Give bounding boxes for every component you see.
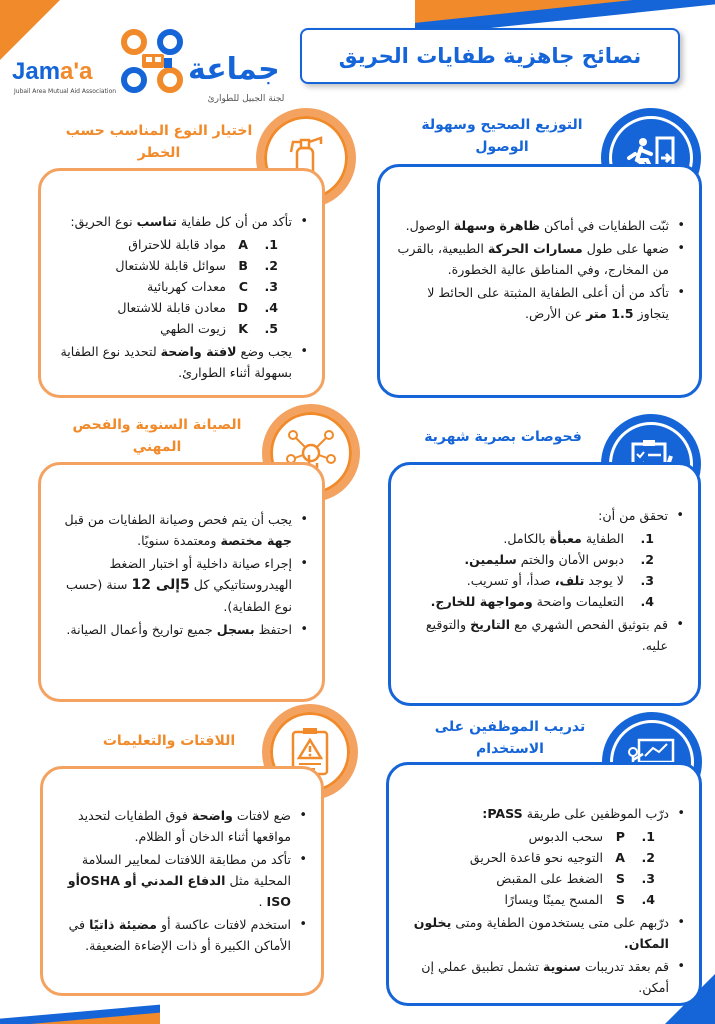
training-card [386, 762, 702, 1006]
signage-bullet-1: • ضع لافتات واضحة فوق الطفايات لتحديد مواقعها أثناء الدخان أو الظلام. [55, 805, 307, 847]
training-title: تدريب الموظفين على الاستخدام [434, 719, 586, 757]
corner-decoration-top-right [415, 0, 715, 28]
signage-card [40, 766, 324, 996]
pass-step-item: 4. S المسح يمينًا ويسارًا [504, 892, 655, 907]
fire-class-item: 2. B سوائل قابلة للاشتعال [115, 258, 278, 273]
distribution-bullet-3: • تأكد من أن أعلى الطفاية المثبتة على الحائط لا يتجاوز 1.5 متر عن الأرض. [392, 282, 685, 324]
pass-steps-list [401, 826, 669, 910]
brand-latin-subtitle: Jubail Area Mutual Aid Association [14, 88, 117, 95]
pass-step-item: 1. P سحب الدبوس [528, 829, 655, 844]
fire-class-item: 1. A مواد قابلة للاحتراق [128, 237, 278, 252]
fire-class-list [53, 234, 292, 339]
type-card [38, 168, 325, 398]
training-bullet-1: • درّب الموظفين على طريقة PASS: 1. P سحب الدبوس 2. A التوجيه نحو قاعدة الحريق 3. S الضغط على المقبض 4. S المسح يمينًا ويسارًا [401, 803, 685, 910]
logo-mark-icon [112, 22, 192, 102]
distribution-title: التوزيع الصحيح وسهولة الوصول [421, 117, 583, 155]
type-bullet-2: • يجب وضع لافتة واضحة لتحديد نوع الطفاية بسهولة أثناء الطوارئ. [53, 341, 308, 383]
pass-step-item: 2. A التوجيه نحو قاعدة الحريق [469, 850, 655, 865]
fire-class-item: 4. D معادن قابلة للاشتعال [117, 300, 278, 315]
type-bullet-1: • تأكد من أن كل طفاية تناسب نوع الحريق: 1. A مواد قابلة للاحتراق 2. B سوائل قابلة للاشتعال 3. C معدات كهربائية 4. D معادن قابلة للاشتعال 5. K زيوت الطهي [53, 211, 308, 339]
monthly-card [388, 462, 701, 706]
pass-step-item: 3. S الضغط على المقبض [496, 871, 655, 886]
corner-decoration-bottom-left [0, 1002, 160, 1024]
brand-arabic-subtitle: لجنة الجبيل للطوارئ [207, 94, 285, 104]
maintenance-card [38, 462, 325, 702]
monthly-check-item: 3. لا يوجد تلف، صدأ، أو تسريب. [466, 573, 654, 588]
signage-bullet-3: • استخدم لافتات عاكسة أو مضيئة ذاتيًا في الأماكن الكبيرة أو ذات الإضاءة الضعيفة. [55, 914, 307, 956]
monthly-checklist [403, 528, 668, 612]
monthly-bullet-1: • تحقق من أن: 1. الطفاية معبأة بالكامل. 2. دبوس الأمان والختم سليمين. 3. لا يوجد تلف، صدأ، أو تسريب. 4. التعليمات واضحة ومواجهة للخارج. [403, 505, 684, 612]
training-bullet-2: • درّبهم على متى يستخدمون الطفاية ومتى يخلون المكان. [401, 912, 685, 954]
maintenance-bullet-2: • إجراء صيانة داخلية أو اختبار الضغط الهيدروستاتيكي كل 5إلى 12 سنة (حسب نوع الطفاية). [53, 553, 308, 617]
brand-logo [12, 22, 302, 112]
distribution-bullet-2: • ضعها على طول مسارات الحركة الطبيعية، بالقرب من المخارج، وفي المناطق عالية الخطورة. [392, 238, 685, 280]
maintenance-bullet-1: • يجب أن يتم فحص وصيانة الطفايات من قبل جهة مختصة ومعتمدة سنويًا. [53, 509, 308, 551]
distribution-bullet-1: • ثبّت الطفايات في أماكن ظاهرة وسهلة الوصول. [392, 215, 685, 236]
monthly-check-item: 2. دبوس الأمان والختم سليمين. [464, 552, 654, 567]
distribution-card [377, 164, 702, 398]
maintenance-bullet-3: • احتفظ بسجل جميع تواريخ وأعمال الصيانة. [53, 619, 308, 640]
monthly-bullet-2: • قم بتوثيق الفحص الشهري مع التاريخ والتوقيع عليه. [403, 614, 684, 656]
signage-bullet-2: • تأكد من مطابقة اللافتات لمعايير السلامة المحلية مثل الدفاع المدني أو OSHAأو ISO . [55, 849, 307, 912]
page-title: نصائح جاهزية طفايات الحريق [338, 44, 642, 68]
maintenance-title: الصيانة السنوية والفحص المهني [72, 417, 242, 455]
page-title-box [300, 28, 680, 84]
fire-class-item: 3. C معدات كهربائية [147, 279, 278, 294]
brand-latin-name: Jama'a [12, 58, 93, 85]
signage-title: اللافتات والتعليمات [102, 733, 236, 749]
fire-class-item: 5. K زيوت الطهي [160, 321, 278, 336]
brand-arabic-name: جماعة [188, 52, 280, 87]
monthly-check-item: 1. الطفاية معبأة بالكامل. [503, 531, 654, 546]
monthly-title: فحوصات بصرية شهرية [424, 429, 582, 445]
monthly-check-item: 4. التعليمات واضحة ومواجهة للخارج. [430, 594, 654, 609]
type-title: اختيار النوع المناسب حسب الخطر [65, 123, 253, 161]
training-bullet-3: • قم بعقد تدريبات سنوية تشمل تطبيق عملي إن أمكن. [401, 956, 685, 998]
